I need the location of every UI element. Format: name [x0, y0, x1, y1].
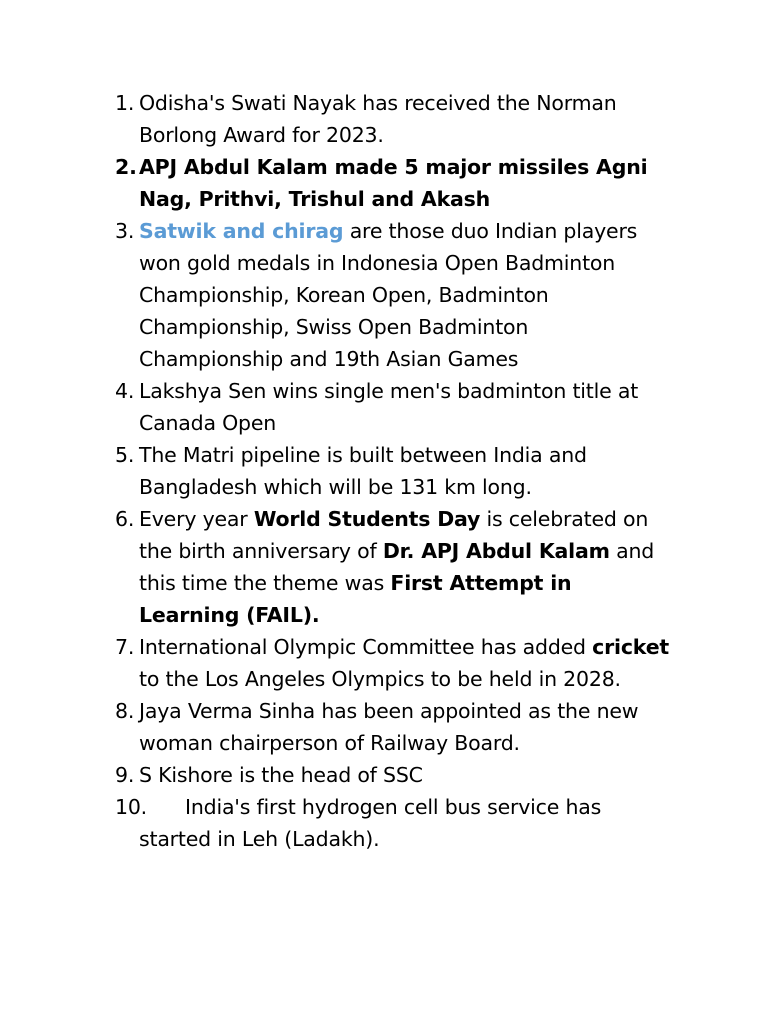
item-text-bold: Dr. APJ Abdul Kalam — [382, 539, 610, 563]
item-text: Every year — [139, 507, 254, 531]
numbered-list — [0, 87, 768, 855]
highlighted-names: Satwik and chirag — [139, 219, 344, 243]
list-number: 3. — [115, 219, 135, 243]
list-number: 4. — [115, 379, 135, 403]
list-item — [0, 375, 768, 439]
item-text-bold: First Attempt in Learning (FAIL). — [139, 571, 572, 627]
list-number: 5. — [115, 443, 135, 467]
list-number: 10. — [115, 795, 148, 819]
list-number: 8. — [115, 699, 135, 723]
item-text-bold: APJ Abdul Kalam made 5 major missiles Agni Nag, Prithvi, Trishul and Akash — [139, 155, 648, 211]
item-text: S Kishore is the head of SSC — [139, 763, 423, 787]
item-text: Lakshya Sen wins single men's badminton title at Canada Open — [139, 379, 639, 435]
list-number: 6. — [115, 507, 135, 531]
list-item — [0, 503, 768, 631]
item-text: The Matri pipeline is built between India and Bangladesh which will be 131 km long. — [139, 443, 587, 499]
list-number: 9. — [115, 763, 135, 787]
item-text-bold: cricket — [592, 635, 669, 659]
item-text: and this time the theme was — [139, 539, 655, 595]
item-text: to the Los Angeles Olympics to be held in 2028. — [139, 667, 621, 691]
list-item — [0, 695, 768, 759]
item-text: International Olympic Committee has added — [139, 635, 593, 659]
list-number: 2. — [115, 155, 137, 179]
item-text: Jaya Verma Sinha has been appointed as the new woman chairperson of Railway Board. — [139, 699, 639, 755]
list-item — [0, 439, 768, 503]
item-text: are those duo Indian players won gold medals in Indonesia Open Badminton Championship, Korean Open, Badminton Championship, Swiss Open Badminton Championship and 19th Asian Games — [139, 219, 638, 371]
item-text-bold: World Students Day — [253, 507, 481, 531]
item-text: India's first hydrogen cell bus service has started in Leh (Ladakh). — [139, 795, 602, 851]
list-item — [0, 87, 768, 151]
list-item — [0, 631, 768, 695]
list-number: 7. — [115, 635, 135, 659]
item-text: is celebrated on the birth anniversary of — [139, 507, 649, 563]
list-item — [0, 791, 768, 855]
list-item — [0, 759, 768, 791]
item-text: Odisha's Swati Nayak has received the Norman Borlong Award for 2023. — [139, 91, 617, 147]
list-item — [0, 151, 768, 215]
list-item — [0, 215, 768, 375]
list-number: 1. — [115, 91, 135, 115]
